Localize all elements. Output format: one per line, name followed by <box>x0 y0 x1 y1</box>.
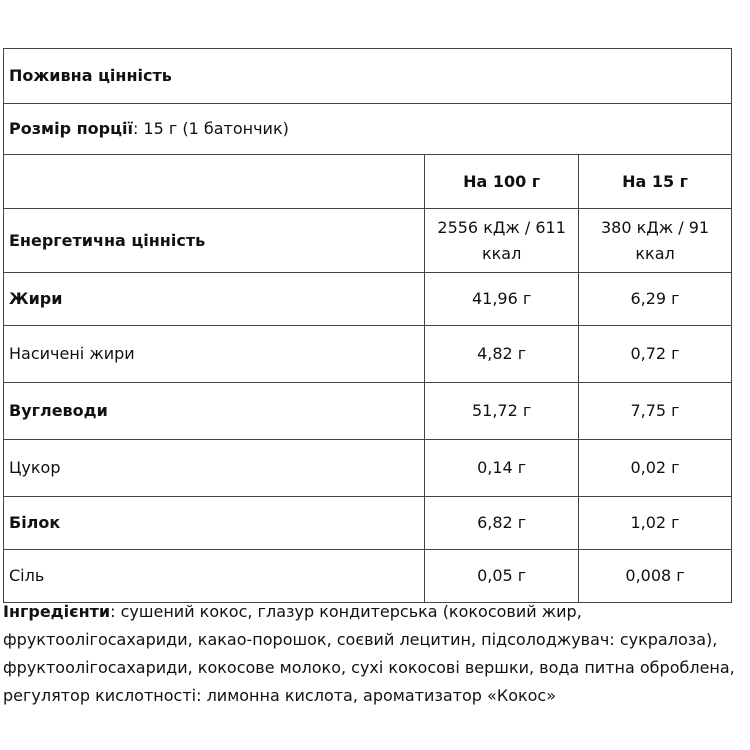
row-name-energy: Енергетична цінність <box>4 209 425 273</box>
ingredients-line2: фруктоолігосахариди, какао-порошок, соєвий лецитин, підсолоджувач: сукралоза), <box>3 630 718 649</box>
table-row <box>4 273 732 326</box>
row-name: Сіль <box>4 550 425 603</box>
row-per-15: 0,72 г <box>579 326 732 383</box>
ingredients-line <box>3 598 748 626</box>
row-per-100: 51,72 г <box>425 383 579 440</box>
ingredients-text <box>3 598 748 710</box>
energy-per-15-line2: ккал <box>635 243 675 263</box>
row-name: Жири <box>4 273 425 326</box>
row-per-100: 6,82 г <box>425 497 579 550</box>
serving-size-label: Розмір порції <box>9 119 133 138</box>
serving-size-value: : 15 г (1 батончик) <box>132 119 289 138</box>
row-name: Білок <box>4 497 425 550</box>
table-title: Поживна цінність <box>4 49 732 104</box>
row-name: Вуглеводи <box>4 383 425 440</box>
row-per-15: 0,02 г <box>579 440 732 497</box>
energy-per-15 <box>579 209 732 273</box>
header-per-100: На 100 г <box>425 155 579 209</box>
row-per-15: 7,75 г <box>579 383 732 440</box>
serving-size <box>4 104 732 155</box>
table-row <box>4 440 732 497</box>
ingredients-line4: регулятор кислотності: лимонна кислота, ароматизатор «Кокос» <box>3 686 557 705</box>
row-per-15: 6,29 г <box>579 273 732 326</box>
nutrition-table <box>3 48 732 603</box>
row-per-100: 0,14 г <box>425 440 579 497</box>
row-per-100: 41,96 г <box>425 273 579 326</box>
column-header-row <box>4 155 732 209</box>
serving-size-row <box>4 104 732 155</box>
table-row-energy <box>4 209 732 273</box>
energy-per-100-line1: 2556 кДж / 611 <box>437 217 566 237</box>
row-name: Цукор <box>4 440 425 497</box>
row-per-15: 0,008 г <box>579 550 732 603</box>
ingredients-line3: фруктоолігосахариди, кокосове молоко, сухі кокосові вершки, вода питна оброблена, <box>3 658 735 677</box>
energy-per-100 <box>425 209 579 273</box>
table-row <box>4 497 732 550</box>
table-title-row <box>4 49 732 104</box>
table-row <box>4 383 732 440</box>
energy-per-100-line2: ккал <box>481 243 522 263</box>
table-row <box>4 550 732 603</box>
row-per-100: 4,82 г <box>425 326 579 383</box>
table-row <box>4 326 732 383</box>
ingredients-label: Інгредієнти <box>3 602 111 621</box>
row-per-100: 0,05 г <box>425 550 579 603</box>
header-per-15: На 15 г <box>579 155 732 209</box>
energy-per-15-line1: 380 кДж / 91 <box>600 217 710 237</box>
ingredients-line1: : сушений кокос, глазур кондитерська (кокосовий жир, <box>110 602 582 621</box>
header-empty-cell <box>4 155 425 209</box>
row-per-15: 1,02 г <box>579 497 732 550</box>
row-name: Насичені жири <box>4 326 425 383</box>
